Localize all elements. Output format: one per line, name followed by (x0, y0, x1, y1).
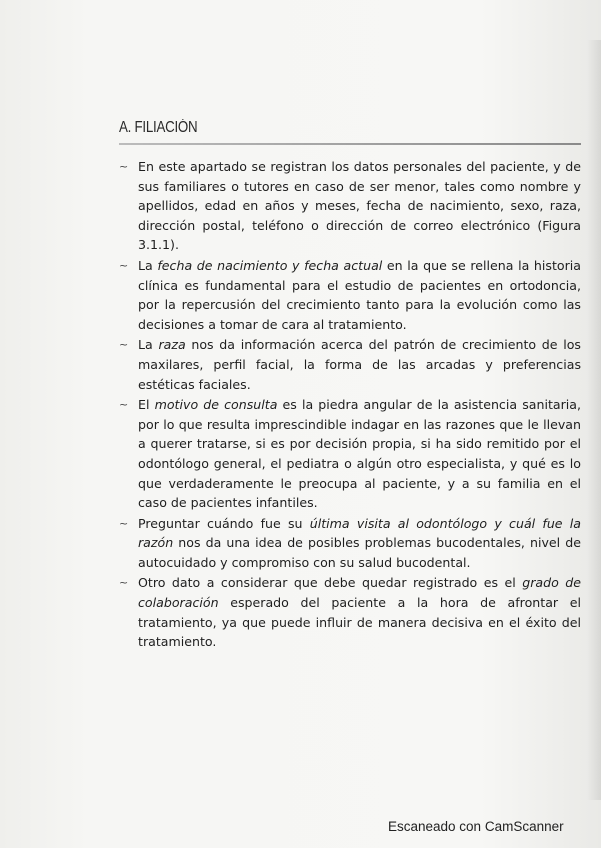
emphasized-text: motivo de consulta (154, 397, 278, 413)
emphasized-text: última visita al odontólogo y cuál fue la razón (138, 515, 581, 551)
bullet-item (119, 335, 581, 394)
body-text: nos da una idea de posibles problemas bucodentales, nivel de autocuidado y compromiso con su salud bucodental. (138, 535, 581, 570)
page-edge-shadow (587, 40, 601, 800)
bullet-marker: ~ (119, 576, 129, 590)
bullet-item (119, 573, 581, 651)
bullet-item (119, 157, 581, 255)
body-text: El (138, 397, 155, 413)
bullet-marker: ~ (119, 160, 129, 173)
body-text: esperado del paciente a la hora de afrontar el tratamiento, ya que puede influir de manera decisiva en el éxito del tratamiento. (138, 595, 581, 650)
emphasized-text: grado de colaboración (138, 575, 581, 611)
body-text: es la piedra angular de la asistencia sanitaria, por lo que resulta imprescindible indagar en las razones que le llevan a querer tratarse, si es por decisión propia, si ha sido remitido por el odontólogo general, el pediatra o algún otro especialista, y qué es lo que verdaderamente le preocupa al paciente, y a su familia en el caso de pacientes infantiles. (138, 397, 582, 511)
bullet-item (119, 514, 581, 573)
title-divider (119, 143, 581, 145)
section-title: A. FILIACIÓN (119, 119, 198, 136)
body-text: en la que se rellena la historia clínica es fundamental para el estudio de pacientes en ortodoncia, por la repercusión del crecimiento tanto para la evolución como las decisiones a tomar de cara al tratamiento. (138, 257, 581, 332)
bullet-marker: ~ (119, 516, 129, 530)
body-text: Preguntar cuándo fue su (138, 515, 310, 531)
bullet-marker: ~ (119, 398, 129, 412)
body-text: En este apartado se registran los datos personales del paciente, y de sus familiares o tutores en caso de ser menor, tales como nombre y apellidos, edad en años y meses, fecha de nacimiento, sexo, raza, dirección postal, teléfono o dirección de correo electrónico (Figura 3.1.1). (138, 159, 581, 253)
emphasized-text: fecha de nacimiento y fecha actual (157, 257, 383, 273)
bullet-list (119, 157, 581, 653)
body-text: La (138, 257, 158, 273)
bullet-item (119, 395, 581, 513)
scanner-watermark: Escaneado con CamScanner (388, 819, 564, 834)
bullet-item (119, 256, 581, 334)
body-text: La (138, 337, 159, 353)
body-text: Otro dato a considerar que debe quedar registrado es el (138, 575, 523, 591)
bullet-marker: ~ (119, 338, 129, 352)
body-text: nos da información acerca del patrón de crecimiento de los maxilares, perfil facial, la forma de las arcadas y preferencias estéticas faciales. (138, 337, 581, 392)
bullet-marker: ~ (119, 258, 129, 272)
emphasized-text: raza (158, 337, 186, 353)
